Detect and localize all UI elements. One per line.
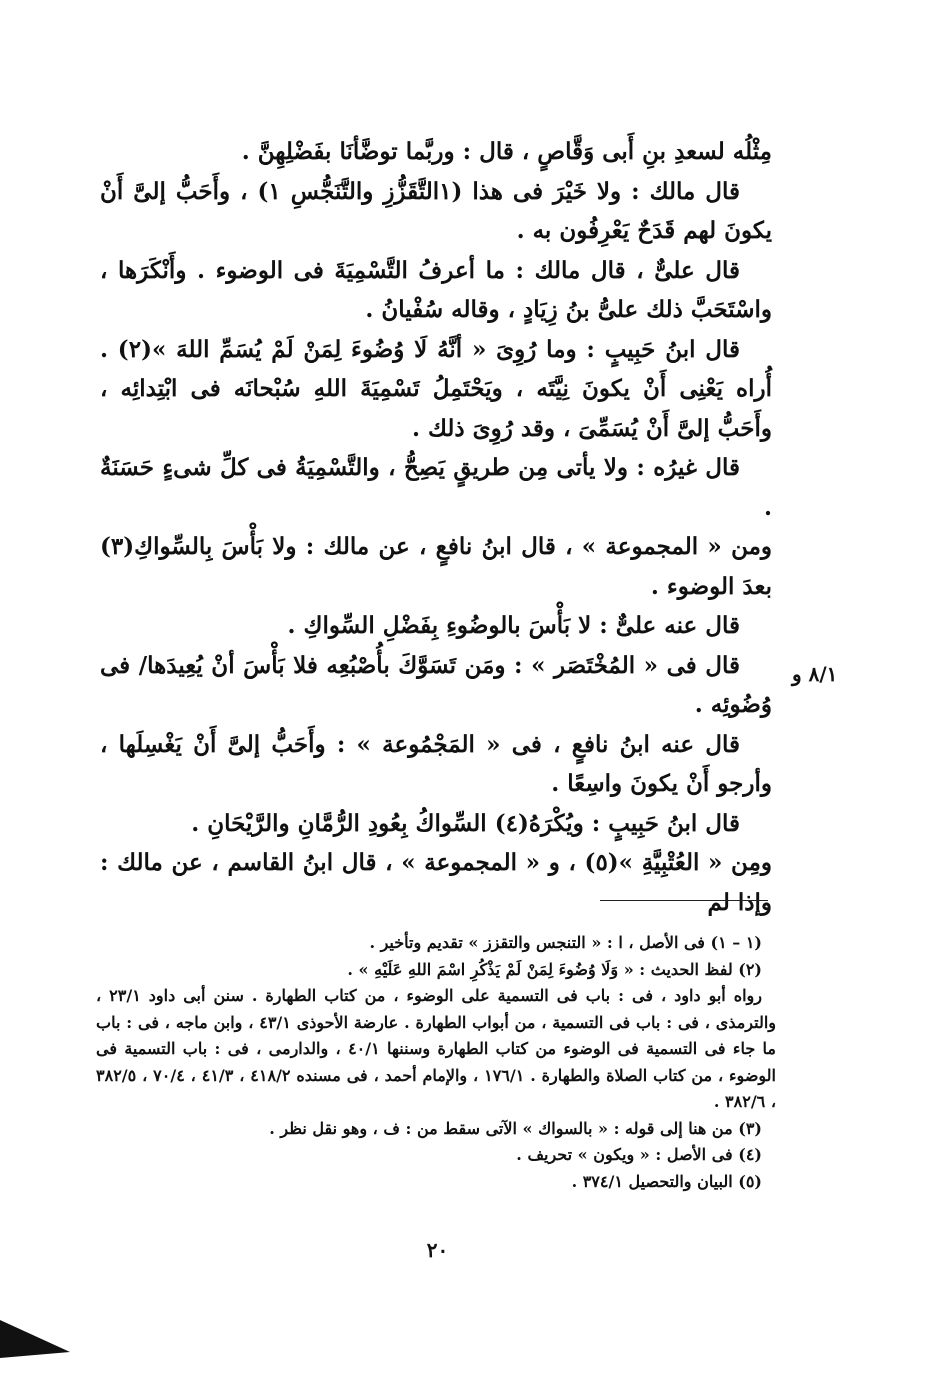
- footnote: (٣) من هنا إلى قوله : « بالسواك » الآتى سقط من : ف ، وهو نقل نظر .: [269, 1118, 762, 1138]
- main-text-body: [100, 132, 772, 922]
- main-paragraph: قال مالك : ولا خَيْرَ فى هذا (١التَّقَزُّزِ والتَّنَجُّسِ ١) ، وأَحَبُّ إلىَّ أَنْ يكونَ لهم قَدَحٌ يَعْرِفُون به .: [100, 177, 772, 244]
- main-paragraph: قال علىٌّ ، قال مالك : ما أعرفُ التَّسْمِيَةَ فى الوضوء . وأَنْكَرَها ، واسْتَحَبَّ ذلك علىُّ بنُ زِيَادٍ ، وقاله سُفْيانُ .: [100, 256, 772, 323]
- footnote: (٤) فى الأصل : « ويكون » تحريف .: [516, 1145, 762, 1164]
- footnote: (١ – ١) فى الأصل ، ا : « التنجس والتقزز » تقديم وتأخير .: [369, 933, 762, 952]
- main-paragraph: قال غيرُه : ولا يأتى مِن طريقٍ يَصِحُّ ، والتَّسْمِيَةُ فى كلِّ شىءٍ حَسَنَةٌ .: [100, 454, 772, 521]
- main-paragraph: قال عنه علىٌّ : لا بَأْسَ بالوضُوءِ بِفَضْلِ السِّواكِ .: [287, 612, 740, 639]
- main-paragraph: قال عنه ابنُ نافعٍ ، فى « المَجْمُوعة » : وأَحَبُّ إلىَّ أَنْ يَغْسِلَها ، وأرجو أَنْ يكونَ واسِعًا .: [100, 730, 772, 797]
- footnote: (٥) البيان والتحصيل ٣٧٤/١ .: [571, 1171, 762, 1191]
- main-paragraph: ومِن « العُتْبِيَّةِ »(٥) ، و « المجموعة » ، قال ابنُ القاسم ، عن مالك : وإذا لم: [100, 849, 772, 916]
- main-paragraph: مِثْلُه لسعدِ بنِ أَبى وَقَّاصٍ ، قال : وربَّما توضَّأنَا بفَضْلِهِنَّ .: [241, 138, 772, 165]
- footnote: (٢) لفظ الحديث : « وَلَا وُضُوءَ لِمَنْ لَمْ يَذْكُرِ اسْمَ اللهِ عَلَيْهِ » .: [347, 959, 762, 979]
- main-paragraph: ومن « المجموعة » ، قال ابنُ نافعٍ ، عن مالك : ولا بَأْسَ بِالسِّواكِ(٣) بعدَ الوضوء .: [100, 533, 772, 600]
- main-paragraph: قال فى « المُخْتَصَر » : ومَن تَسَوَّكَ بأُصْبُعِه فلا بَأْسَ أنْ يُعِيدَها/ فى وُضُوئِه .: [100, 651, 772, 718]
- page-number: ٢٠: [426, 1238, 449, 1262]
- main-paragraph: قال ابنُ حَبِيبٍ : وما رُوِىَ « أنَّهُ لَا وُضُوءَ لِمَنْ لَمْ يُسَمِّ اللهَ »(٢) . أُراه يَعْنِى أَنْ يكونَ نِيَّتَه ، ويَحْتَمِلُ تَسْمِيَةَ اللهِ سُبْحانَه فى ابْتِدائِه ، وأَحَبُّ إلىَّ أَنْ يُسَمِّىَ ، وقد رُوِىَ ذلك .: [100, 335, 772, 442]
- footnotes: [96, 930, 776, 1195]
- scan-edge-artifact: [0, 1318, 80, 1358]
- margin-folio-note: ٨/١ و: [792, 662, 838, 686]
- main-paragraph: قال ابنُ حَبِيبٍ : ويُكْرَهُ(٤) السِّواكُ بِعُودِ الرُّمَّانِ والرَّيْحَانِ .: [191, 809, 740, 837]
- footnote-separator: [600, 900, 768, 901]
- footnote: رواه أبو داود ، فى : باب فى التسمية على الوضوء ، من كتاب الطهارة . سنن أبى داود ٢٣/١ ، والترمذى ، فى : باب فى التسمية ، من أبواب الطهارة . عارضة الأحوذى ٤٣/١ ، وابن ماجه ، فى : باب ما جاء فى التسمية فى الوضوء من كتاب الطهارة وسننها ٤٠/١ ، والدارمى ، فى : باب التسمية فى الوضوء ، من كتاب الصلاة والطهارة . ١٧٦/١ ، والإمام أحمد ، فى مسنده ٤١٨/٢ ، ٤١/٣ ، ٧٠/٤ ، ٣٨٢/٥ ، ٣٨٢/٦ .: [96, 986, 777, 1111]
